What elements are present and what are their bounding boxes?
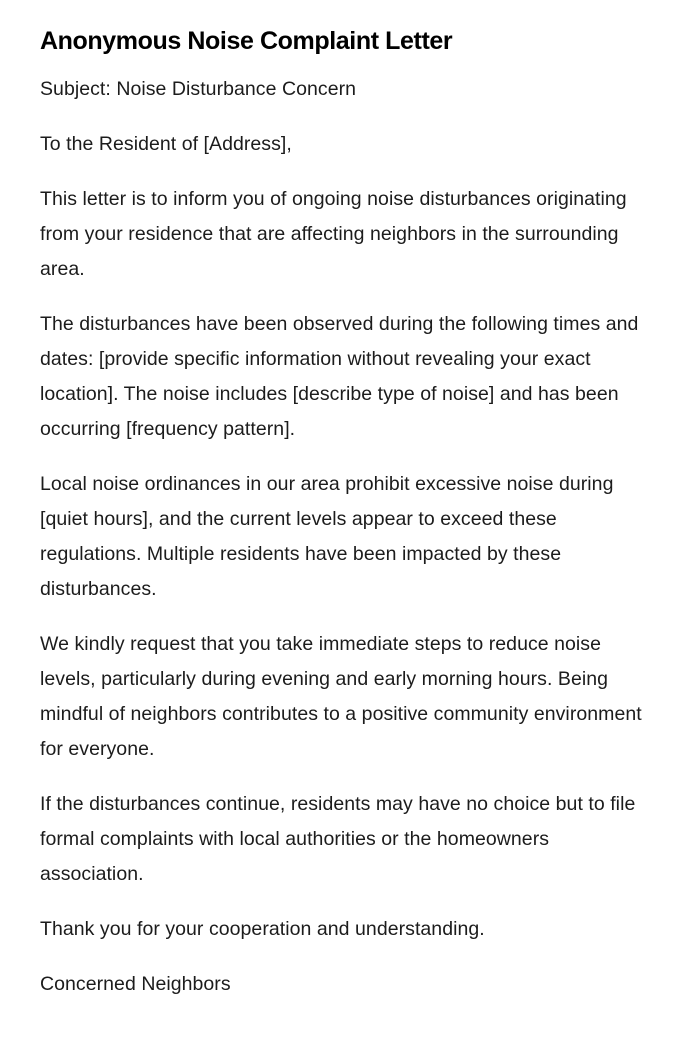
letter-subject: Subject: Noise Disturbance Concern — [40, 78, 357, 100]
letter-paragraph-4: We kindly request that you take immediate steps to reduce noise levels, particularly during evening and early morning hours. Being mindful of neighbors contributes to a positive community environment for everyone. — [40, 633, 642, 760]
letter-paragraph-1: This letter is to inform you of ongoing noise disturbances originating from your residence that are affecting neighbors in the surrounding area. — [40, 188, 627, 280]
letter-paragraph-3: Local noise ordinances in our area prohibit excessive noise during [quiet hours], and the current levels appear to exceed these regulations. Multiple residents have been impacted by these disturbances. — [40, 473, 614, 600]
letter-paragraph-2: The disturbances have been observed during the following times and dates: [provide specific information without revealing your exact location]. The noise includes [describe type of noise] and has been occurring [frequency pattern]. — [40, 313, 639, 440]
letter-salutation: To the Resident of [Address], — [40, 133, 292, 155]
letter-closing: Thank you for your cooperation and understanding. — [40, 918, 485, 940]
letter-signature: Concerned Neighbors — [40, 973, 231, 995]
letter-paragraph-5: If the disturbances continue, residents may have no choice but to file formal complaints with local authorities or the homeowners association. — [40, 793, 636, 885]
letter-title: Anonymous Noise Complaint Letter — [40, 27, 453, 55]
